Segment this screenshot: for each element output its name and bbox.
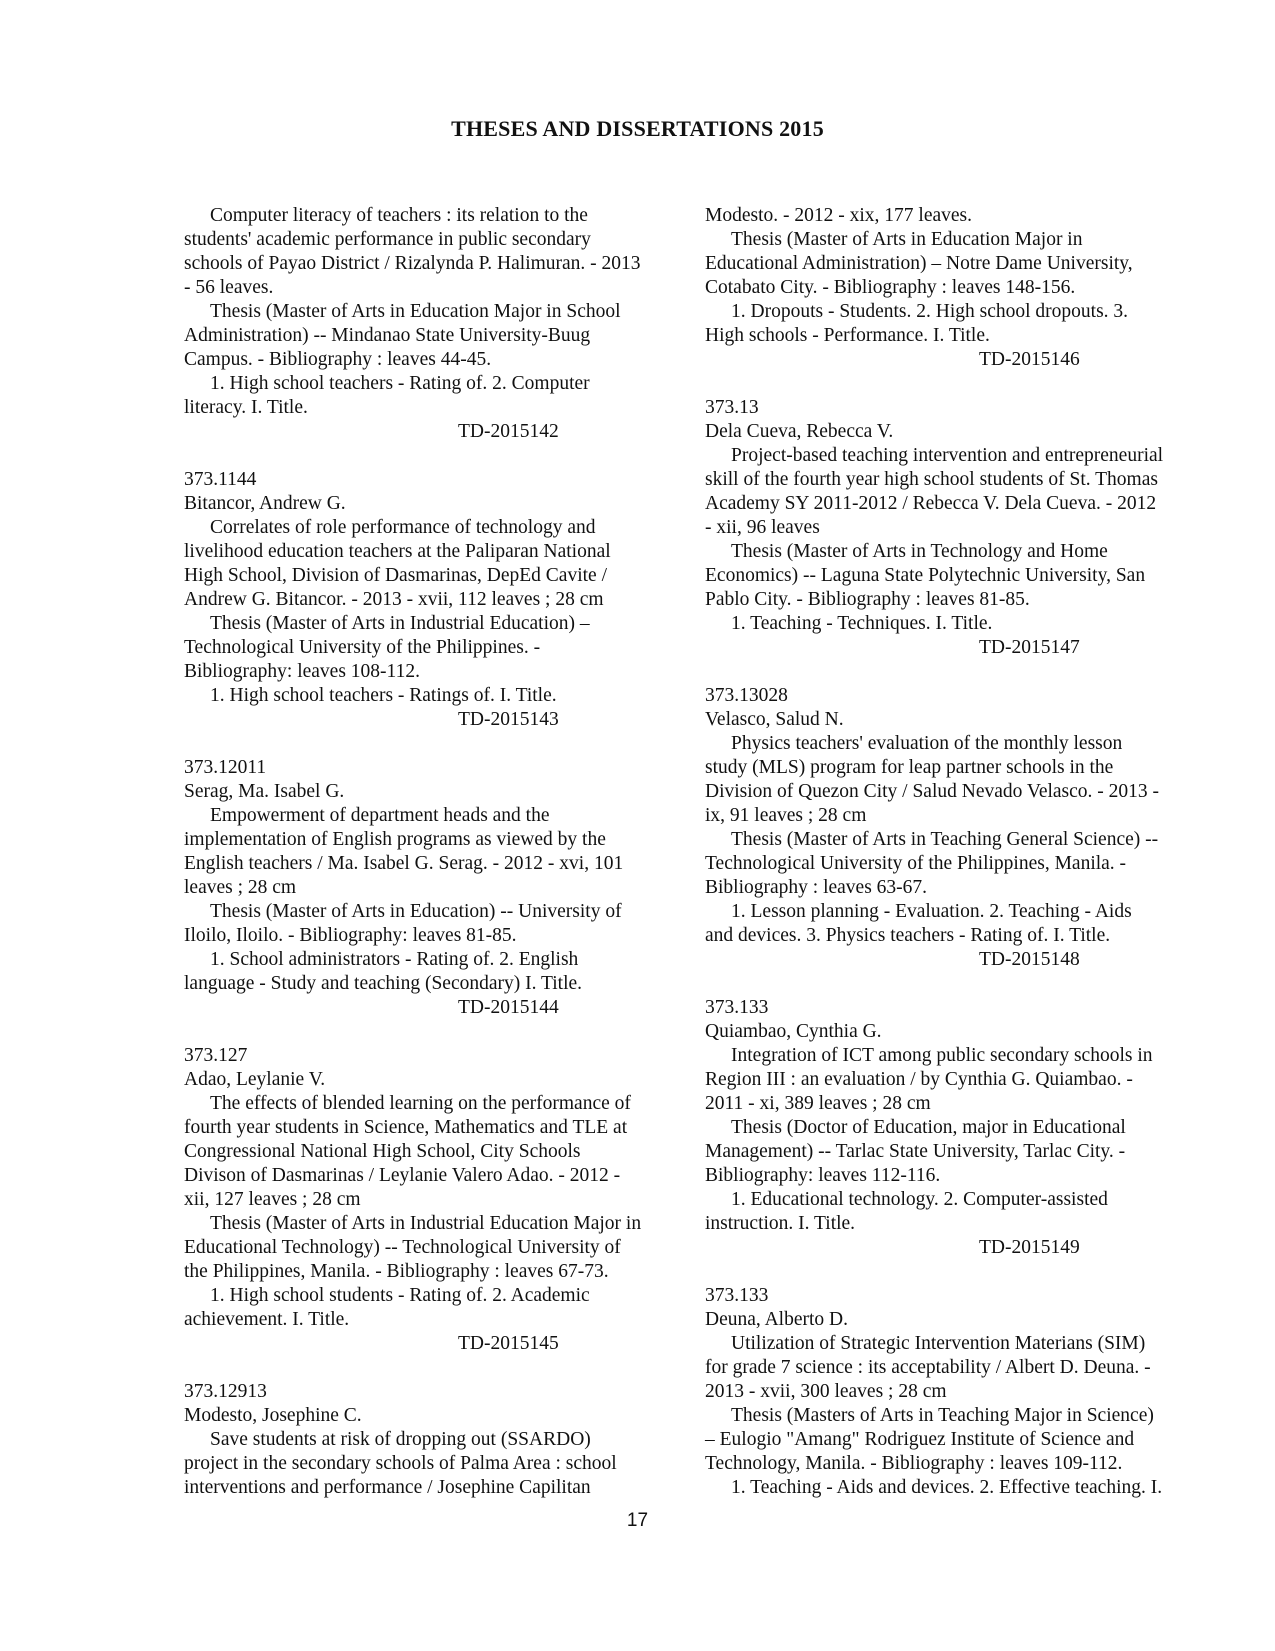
entry-text: Congressional National High School, City Schools bbox=[184, 1141, 581, 1162]
call-number: 373.12011 bbox=[184, 757, 267, 778]
entry-text: 1. High school students - Rating of. 2. Academic bbox=[210, 1285, 590, 1306]
entry-text: Pablo City. - Bibliography : leaves 81-85. bbox=[705, 589, 1030, 610]
td-number: TD-2015144 bbox=[458, 997, 559, 1018]
entry-text: Bibliography: leaves 112-116. bbox=[705, 1165, 941, 1186]
entry-text: Empowerment of department heads and the bbox=[210, 805, 550, 826]
entry-text: 2013 - xvii, 300 leaves ; 28 cm bbox=[705, 1381, 947, 1402]
author: Modesto, Josephine C. bbox=[184, 1405, 362, 1426]
entry-text: The effects of blended learning on the performance of bbox=[210, 1093, 631, 1114]
entry-text: the Philippines, Manila. - Bibliography : leaves 67-73. bbox=[184, 1261, 609, 1282]
entry-text: Region III : an evaluation / by Cynthia G. Quiambao. - bbox=[705, 1069, 1133, 1090]
entry-text: – Eulogio "Amang" Rodriguez Institute of Science and bbox=[705, 1429, 1135, 1450]
call-number: 373.13028 bbox=[705, 685, 788, 706]
entry-text: language - Study and teaching (Secondary) I. Title. bbox=[184, 973, 583, 994]
call-number: 373.1144 bbox=[184, 469, 257, 490]
catalog-entry bbox=[184, 468, 674, 732]
catalog-entry bbox=[705, 1284, 1195, 1500]
entry-text: 1. Lesson planning - Evaluation. 2. Teaching - Aids bbox=[731, 901, 1132, 922]
td-number: TD-2015147 bbox=[979, 637, 1080, 658]
entry-text: implementation of English programs as viewed by the bbox=[184, 829, 606, 850]
entry-text: Educational Administration) – Notre Dame University, bbox=[705, 253, 1133, 274]
entry-text: 1. High school teachers - Rating of. 2. Computer bbox=[210, 373, 590, 394]
catalog-entry bbox=[705, 204, 1195, 372]
entry-text: Andrew G. Bitancor. - 2013 - xvii, 112 leaves ; 28 cm bbox=[184, 589, 604, 610]
page-title: THESES AND DISSERTATIONS 2015 bbox=[451, 116, 824, 141]
entry-text: 1. Teaching - Aids and devices. 2. Effective teaching. I. bbox=[731, 1477, 1163, 1498]
entry-text: - xii, 96 leaves bbox=[705, 517, 820, 538]
call-number: 373.133 bbox=[705, 997, 769, 1018]
entry-text: 2011 - xi, 389 leaves ; 28 cm bbox=[705, 1093, 931, 1114]
entry-text: Physics teachers' evaluation of the monthly lesson bbox=[731, 733, 1123, 754]
author: Bitancor, Andrew G. bbox=[184, 493, 346, 514]
entry-text: leaves ; 28 cm bbox=[184, 877, 297, 898]
entry-text: High School, Division of Dasmarinas, DepEd Cavite / bbox=[184, 565, 607, 586]
entry-text: Integration of ICT among public secondary schools in bbox=[731, 1045, 1153, 1066]
entry-text: xii, 127 leaves ; 28 cm bbox=[184, 1189, 361, 1210]
entry-text: achievement. I. Title. bbox=[184, 1309, 350, 1330]
catalog-entry bbox=[184, 1380, 674, 1500]
entry-text: livelihood education teachers at the Paliparan National bbox=[184, 541, 611, 562]
entry-text: Iloilo, Iloilo. - Bibliography: leaves 81-85. bbox=[184, 925, 517, 946]
entry-text: Thesis (Master of Arts in Industrial Education Major in bbox=[210, 1213, 642, 1234]
entry-text: 1. High school teachers - Ratings of. I. Title. bbox=[210, 685, 557, 706]
td-number: TD-2015148 bbox=[979, 949, 1080, 970]
author: Adao, Leylanie V. bbox=[184, 1069, 326, 1090]
entry-text: - 56 leaves. bbox=[184, 277, 274, 298]
entry-text: Educational Technology) -- Technological University of bbox=[184, 1237, 621, 1258]
entry-text: Campus. - Bibliography : leaves 44-45. bbox=[184, 349, 492, 370]
td-number: TD-2015146 bbox=[979, 349, 1080, 370]
call-number: 373.127 bbox=[184, 1045, 248, 1066]
entry-text: Division of Quezon City / Salud Nevado Velasco. - 2013 - bbox=[705, 781, 1160, 802]
entry-text: Save students at risk of dropping out (SSARDO) bbox=[210, 1429, 591, 1450]
entry-text: Thesis (Masters of Arts in Teaching Major in Science) bbox=[731, 1405, 1154, 1426]
call-number: 373.133 bbox=[705, 1285, 769, 1306]
entry-text: Technological University of the Philippines. - bbox=[184, 637, 541, 658]
entry-text: 1. Teaching - Techniques. I. Title. bbox=[731, 613, 993, 634]
entry-text: 1. Educational technology. 2. Computer-assisted bbox=[731, 1189, 1108, 1210]
entry-text: Bibliography : leaves 63-67. bbox=[705, 877, 928, 898]
catalog-entry bbox=[705, 396, 1195, 660]
entry-text: High schools - Performance. I. Title. bbox=[705, 325, 990, 346]
entry-text: interventions and performance / Josephine Capilitan bbox=[184, 1477, 591, 1498]
author: Quiambao, Cynthia G. bbox=[705, 1021, 882, 1042]
catalog-entry bbox=[184, 204, 674, 444]
entry-text: schools of Payao District / Rizalynda P. Halimuran. - 2013 bbox=[184, 253, 641, 274]
call-number: 373.13 bbox=[705, 397, 759, 418]
entry-text: ix, 91 leaves ; 28 cm bbox=[705, 805, 867, 826]
td-number: TD-2015143 bbox=[458, 709, 559, 730]
entry-text: study (MLS) program for leap partner schools in the bbox=[705, 757, 1114, 778]
author: Velasco, Salud N. bbox=[705, 709, 844, 730]
page-number: 17 bbox=[626, 1510, 649, 1531]
left-column bbox=[184, 204, 674, 1524]
catalog-entry bbox=[705, 996, 1195, 1260]
entry-text: Management) -- Tarlac State University, Tarlac City. - bbox=[705, 1141, 1126, 1162]
entry-text: Project-based teaching intervention and entrepreneurial bbox=[731, 445, 1164, 466]
td-number: TD-2015142 bbox=[458, 421, 559, 442]
entry-text: Divison of Dasmarinas / Leylanie Valero Adao. - 2012 - bbox=[184, 1165, 621, 1186]
td-number: TD-2015149 bbox=[979, 1237, 1080, 1258]
call-number: 373.12913 bbox=[184, 1381, 267, 1402]
entry-text: Bibliography: leaves 108-112. bbox=[184, 661, 420, 682]
entry-text: English teachers / Ma. Isabel G. Serag. - 2012 - xvi, 101 bbox=[184, 853, 624, 874]
entry-text: Thesis (Master of Arts in Education) -- University of bbox=[210, 901, 622, 922]
entry-text: Economics) -- Laguna State Polytechnic University, San bbox=[705, 565, 1146, 586]
catalog-entry bbox=[184, 756, 674, 1020]
entry-text: Administration) -- Mindanao State University-Buug bbox=[184, 325, 591, 346]
entry-text: Technological University of the Philippines, Manila. - bbox=[705, 853, 1127, 874]
entry-text: literacy. I. Title. bbox=[184, 397, 308, 418]
entry-text: Thesis (Master of Arts in Education Major in bbox=[731, 229, 1083, 250]
entry-text: Utilization of Strategic Intervention Materians (SIM) bbox=[731, 1333, 1146, 1354]
entry-text: 1. Dropouts - Students. 2. High school dropouts. 3. bbox=[731, 301, 1129, 322]
catalog-entry bbox=[184, 1044, 674, 1356]
entry-text: Thesis (Master of Arts in Education Major in School bbox=[210, 301, 621, 322]
entry-text: for grade 7 science : its acceptability / Albert D. Deuna. - bbox=[705, 1357, 1151, 1378]
entry-text: Thesis (Master of Arts in Technology and Home bbox=[731, 541, 1108, 562]
right-column bbox=[705, 204, 1195, 1524]
entry-text: Technology, Manila. - Bibliography : leaves 109-112. bbox=[705, 1453, 1123, 1474]
entry-text: 1. School administrators - Rating of. 2. English bbox=[210, 949, 579, 970]
entry-text: project in the secondary schools of Palma Area : school bbox=[184, 1453, 617, 1474]
entry-text: Academy SY 2011-2012 / Rebecca V. Dela Cueva. - 2012 bbox=[705, 493, 1157, 514]
author: Deuna, Alberto D. bbox=[705, 1309, 848, 1330]
entry-text: Modesto. - 2012 - xix, 177 leaves. bbox=[705, 205, 973, 226]
author: Dela Cueva, Rebecca V. bbox=[705, 421, 894, 442]
entry-text: Correlates of role performance of technology and bbox=[210, 517, 596, 538]
entry-text: Thesis (Doctor of Education, major in Educational bbox=[731, 1117, 1126, 1138]
catalog-entry bbox=[705, 684, 1195, 972]
entry-text: Thesis (Master of Arts in Teaching General Science) -- bbox=[731, 829, 1159, 850]
author: Serag, Ma. Isabel G. bbox=[184, 781, 345, 802]
entry-text: and devices. 3. Physics teachers - Rating of. I. Title. bbox=[705, 925, 1111, 946]
entry-text: Thesis (Master of Arts in Industrial Education) – bbox=[210, 613, 590, 634]
td-number: TD-2015145 bbox=[458, 1333, 559, 1354]
entry-text: Cotabato City. - Bibliography : leaves 148-156. bbox=[705, 277, 1076, 298]
entry-text: skill of the fourth year high school students of St. Thomas bbox=[705, 469, 1158, 490]
entry-text: Computer literacy of teachers : its relation to the bbox=[210, 205, 588, 226]
entry-text: students' academic performance in public secondary bbox=[184, 229, 591, 250]
entry-text: fourth year students in Science, Mathematics and TLE at bbox=[184, 1117, 628, 1138]
entry-text: instruction. I. Title. bbox=[705, 1213, 856, 1234]
